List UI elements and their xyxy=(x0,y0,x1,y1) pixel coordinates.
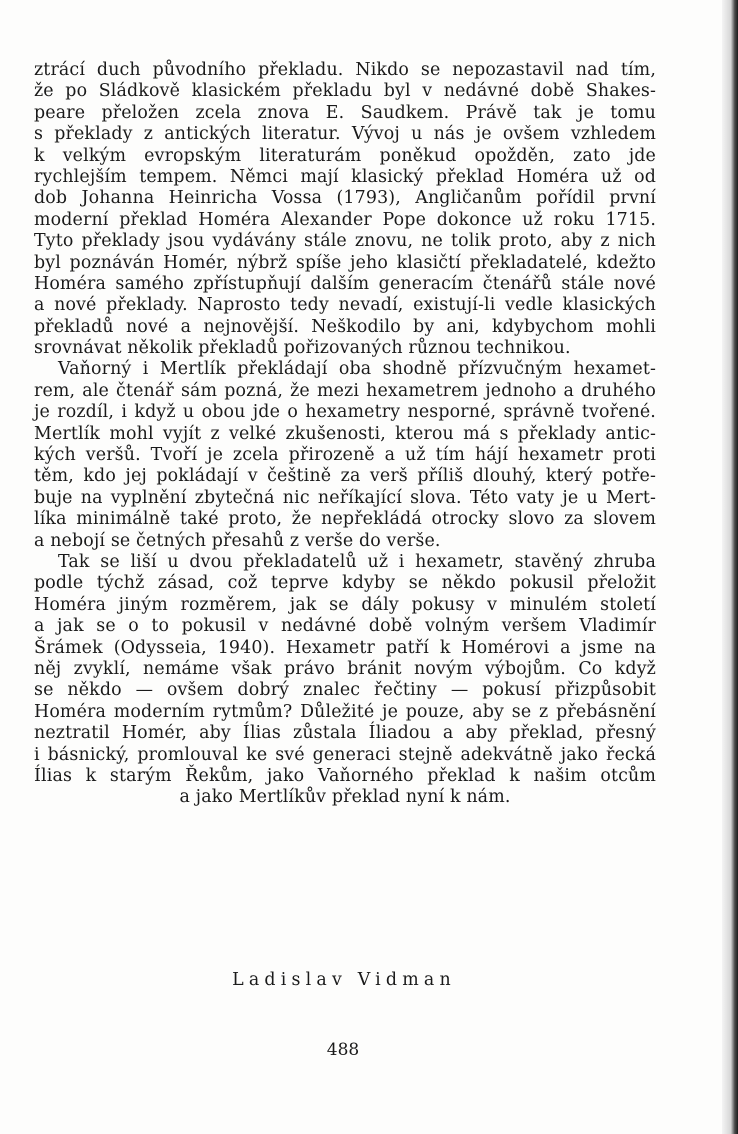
text-line: a jak se o to pokusil v nedávné době volným veršem Vladimír xyxy=(34,616,656,637)
text-line: ztrácí duch původního překladu. Nikdo se nepozastavil nad tím, xyxy=(34,60,656,80)
text-line: peare přeložen zcela znova E. Saudkem. Právě tak je tomu xyxy=(34,102,656,123)
text-line: těm, kdo jej pokládají v češtině za verš příliš dlouhý, který potře- xyxy=(34,466,656,487)
text-line: a nové překlady. Naprosto tedy nevadí, existují-li vedle klasických xyxy=(34,295,656,316)
body-text xyxy=(34,60,656,809)
text-line: Mertlík mohl vyjít z velké zkušenosti, kterou má s překlady antic- xyxy=(34,423,656,444)
text-line: rem, ale čtenář sám pozná, že mezi hexametrem jednoho a druhého xyxy=(34,380,656,401)
author-signature: Ladislav Vidman xyxy=(232,970,456,990)
text-line: něj zvyklí, nemáme však právo bránit novým výbojům. Co když xyxy=(34,658,656,679)
text-line: neztratil Homér, aby Ílias zůstala Íliadou a aby překlad, přesný xyxy=(34,723,656,744)
text-line: buje na vyplnění zbytečná nic neříkající slova. Této vaty je u Mert- xyxy=(34,487,656,508)
text-line: a nebojí se četných přesahů z verše do verše. xyxy=(34,530,441,551)
text-line: se někdo — ovšem dobrý znalec řečtiny — pokusí přizpůsobit xyxy=(34,680,656,701)
text-line: dob Johanna Heinricha Vossa (1793), Angličanům pořídil první xyxy=(34,188,656,209)
text-line: Vaňorný i Mertlík překládají oba shodně přízvučným hexamet- xyxy=(58,359,656,380)
text-line: překladů nové a nejnovější. Neškodilo by ani, kdybychom mohli xyxy=(34,316,656,337)
text-line: byl poznáván Homér, nýbrž spíše jeho klasičtí překladatelé, kdežto xyxy=(34,252,656,273)
page-edge-shadow xyxy=(722,0,738,1134)
text-line: je rozdíl, i když u obou jde o hexametry nesporné, správně tvořené. xyxy=(34,402,656,423)
text-line: moderní překlad Homéra Alexander Pope dokonce už roku 1715. xyxy=(34,209,656,230)
text-line: podle týchž zásad, což teprve kdyby se někdo pokusil přeložit xyxy=(34,573,656,594)
text-line: i básnický, promlouval ke své generaci stejně adekvátně jako řecká xyxy=(34,744,656,765)
text-line: k velkým evropským literaturám poněkud opožděn, zato jde xyxy=(34,145,656,166)
text-line: Homéra jiným rozměrem, jak se dály pokusy v minulém století xyxy=(34,594,656,615)
text-line: Homéra moderním rytmům? Důležité je pouze, aby se z přebásnění xyxy=(34,701,656,722)
text-line: Tak se liší u dvou překladatelů už i hexametr, stavěný zhruba xyxy=(58,551,656,572)
text-line: s překlady z antických literatur. Vývoj u nás je ovšem vzhledem xyxy=(34,124,656,145)
page-number: 488 xyxy=(326,1040,360,1060)
text-line: srovnávat několik překladů pořizovaných různou technikou. xyxy=(34,338,571,359)
text-line: že po Sládkově klasickém překladu byl v nedávné době Shakes- xyxy=(34,81,656,102)
text-line: líka minimálně také proto, že nepřekládá otrocky slovo za slovem xyxy=(34,509,656,530)
text-line: Homéra samého zpřístupňují dalším generacím čtenářů stále nové xyxy=(34,273,656,294)
text-line: rychlejším tempem. Němci mají klasický překlad Homéra už od xyxy=(34,166,656,187)
text-line: kých veršů. Tvoří je zcela přirozeně a už tím hájí hexametr proti xyxy=(34,445,656,466)
text-line: Šrámek (Odysseia, 1940). Hexametr patří k Homérovi a jsme na xyxy=(34,637,656,658)
text-line: Ílias k starým Řekům, jako Vaňorného překlad k našim otcům xyxy=(34,765,656,786)
text-line: a jako Mertlíkův překlad nyní k nám. xyxy=(179,787,511,808)
text-line: Tyto překlady jsou vydávány stále znovu, ne tolik proto, aby z nich xyxy=(34,231,656,252)
